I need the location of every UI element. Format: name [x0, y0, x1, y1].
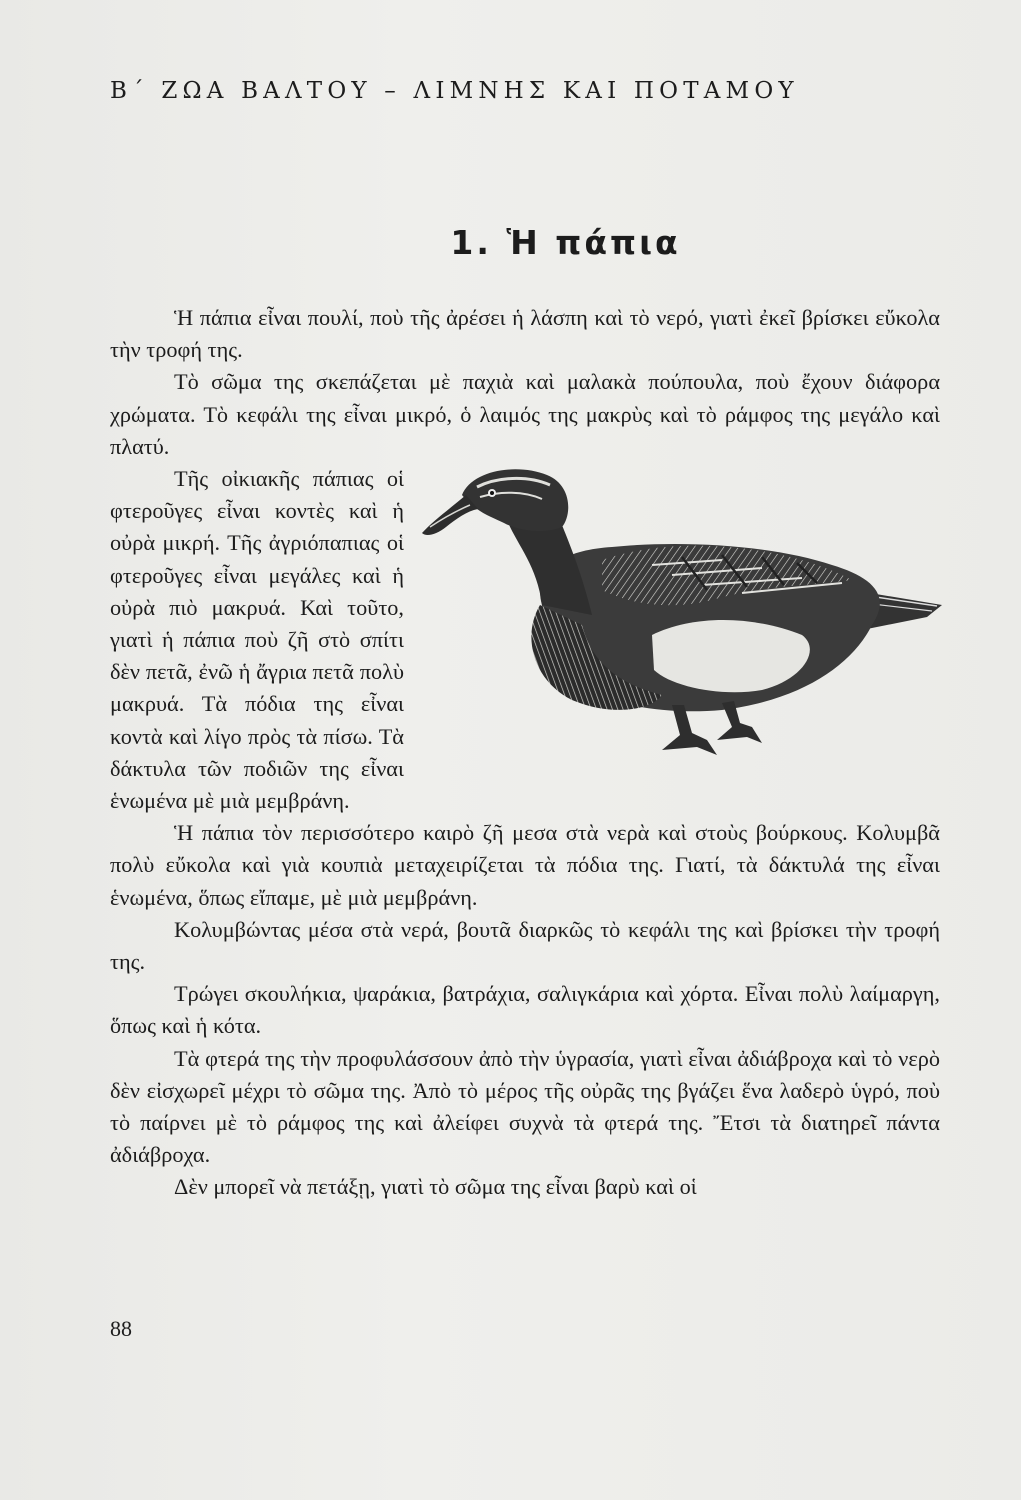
- duck-illustration: [422, 465, 952, 765]
- paragraph-7: Τὰ φτερά της τὴν προφυλάσσουν ἀπὸ τὴν ὑγρασία, γιατὶ εἶναι ἀδιάβροχα καὶ τὸ νερὸ δὲν εἰσχωρεῖ μέχρι τὸ σῶμα της. Ἀπὸ τὸ μέρος τῆς οὐρᾶς της βγάζει ἕνα λαδερὸ ὑγρό, ποὺ τὸ παίρνει μὲ τὸ ράμφος της καὶ ἀλείφει συχνὰ τὰ φτερά της. Ἔτσι τὰ διατηρεῖ πάντα ἀδιάβροχα.: [110, 1045, 940, 1168]
- paragraph-1: Ἡ πάπια εἶναι πουλί, ποὺ τῆς ἀρέσει ἡ λάσπη καὶ τὸ νερό, γιατὶ ἐκεῖ βρίσκει εὔκολα τὴν τροφή της.: [110, 305, 940, 363]
- paragraph-6: Τρώγει σκουλήκια, ψαράκια, βατράχια, σαλιγκάρια καὶ χόρτα. Εἶναι πολὺ λαίμαργη, ὅπως καὶ ἡ κότα.: [110, 981, 940, 1039]
- running-header: Β΄ ΖΩΑ ΒΑΛΤΟΥ – ΛΙΜΝΗΣ ΚΑΙ ΠΟΤΑΜΟΥ: [110, 78, 799, 104]
- chapter-title-text: 1. Ἡ πάπια: [450, 223, 681, 262]
- page-number: 88: [110, 1316, 132, 1341]
- paragraph-8: Δὲν μπορεῖ νὰ πετάξῃ, γιατὶ τὸ σῶμα της εἶναι βαρὺ καὶ οἱ: [174, 1174, 697, 1200]
- paragraph-3: Τῆς οἰκιακῆς πάπιας οἱ φτεροῦγες εἶναι κοντὲς καὶ ἡ οὐρὰ μικρή. Τῆς ἀγριόπαπιας οἱ φτεροῦγες εἶναι μεγάλες καὶ ἡ οὐρὰ πιὸ μακρυά. Καὶ τοῦτο, γιατὶ ἡ πάπια ποὺ ζῆ στὸ σπίτι δὲν πετᾶ, ἐνῶ ἡ ἄγρια πετᾶ πολὺ μακρυά. Τὰ πόδια της εἶναι κοντὰ καὶ λίγο πρὸς τὰ πίσω. Τὰ δάκτυλα τῶν ποδιῶν της εἶναι ἑνωμένα μὲ μιὰ μεμβράνη.: [110, 466, 404, 814]
- body-text: [110, 302, 940, 1204]
- chapter-title: [0, 223, 1021, 262]
- paragraph-5: Κολυμβώντας μέσα στὰ νερά, βουτᾶ διαρκῶς τὸ κεφάλι της καὶ βρίσκει τὴν τροφή της.: [110, 916, 940, 975]
- duck-engraving-icon: [422, 465, 952, 765]
- paragraph-2: Τὸ σῶμα της σκεπάζεται μὲ παχιὰ καὶ μαλακὰ πούπουλα, ποὺ ἔχουν διάφορα χρώματα. Τὸ κεφάλι της εἶναι μικρό, ὁ λαιμός της μακρὺς καὶ τὸ ράμφος της μεγάλο καὶ πλατύ.: [110, 369, 940, 459]
- paragraph-4: Ἡ πάπια τὸν περισσότερο καιρὸ ζῆ μεσα στὰ νερὰ καὶ στοὺς βούρκους. Κολυμβᾶ πολὺ εὔκολα καὶ γιὰ κουπιὰ μεταχειρίζεται τὰ πόδια της. Γιατί, τὰ δάκτυλά της εἶναι ἑνωμένα, ὅπως εἴπαμε, μὲ μιὰ μεμβράνη.: [110, 820, 940, 910]
